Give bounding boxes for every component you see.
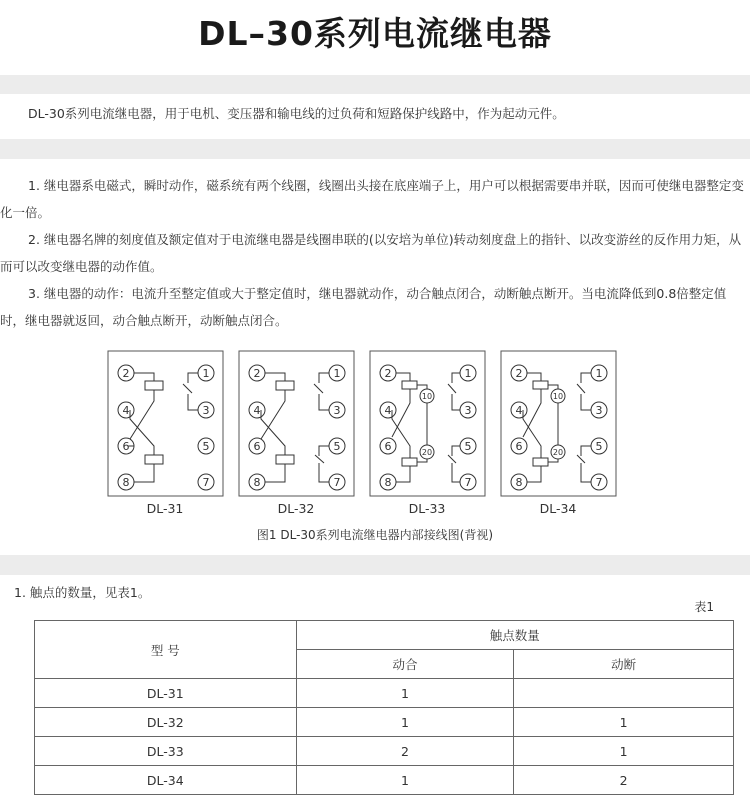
model-label: DL-31 [146, 501, 184, 516]
terminal-number: 4 [122, 404, 130, 417]
table-row [35, 766, 734, 795]
terminal-number: 2 [253, 367, 261, 380]
terminal-number: 1 [202, 367, 210, 380]
cell-no: 1 [296, 679, 514, 708]
header-contacts: 触点数量 [296, 621, 733, 650]
diagram-caption: 图1 DL-30系列电流继电器内部接线图(背视) [256, 528, 494, 542]
cell-model: DL-34 [35, 766, 297, 795]
terminal-number: 1 [595, 367, 603, 380]
table-row [35, 737, 734, 766]
resistor-label: 10 [421, 392, 433, 401]
cell-model: DL-33 [35, 737, 297, 766]
contacts-table [34, 620, 734, 795]
terminal-number: 5 [202, 440, 210, 453]
terminal-number: 1 [464, 367, 472, 380]
terminal-number: 4 [253, 404, 261, 417]
terminal-number: 8 [515, 476, 523, 489]
terminal-number: 6 [122, 440, 130, 453]
feature-list [0, 172, 750, 334]
cell-model: DL-31 [35, 679, 297, 708]
terminal-number: 4 [515, 404, 523, 417]
cell-no: 1 [296, 708, 514, 737]
table-row [35, 708, 734, 737]
terminal-number: 5 [333, 440, 341, 453]
page-title: DL–30系列电流继电器 [198, 14, 552, 53]
resistor-label: 20 [552, 448, 564, 457]
cell-nc: 1 [514, 708, 734, 737]
header-no: 动合 [296, 650, 514, 679]
terminal-number: 3 [595, 404, 603, 417]
terminal-number: 7 [333, 476, 341, 489]
section-divider [0, 555, 750, 575]
wiring-diagram [0, 345, 750, 545]
terminal-number: 8 [253, 476, 261, 489]
terminal-number: 5 [464, 440, 472, 453]
terminal-number: 1 [333, 367, 341, 380]
cell-nc: 2 [514, 766, 734, 795]
wiring-diagram-svg [0, 345, 750, 545]
table-row [35, 679, 734, 708]
header-nc: 动断 [514, 650, 734, 679]
terminal-number: 2 [122, 367, 130, 380]
terminal-number: 8 [122, 476, 130, 489]
resistor-label: 20 [421, 448, 433, 457]
terminal-number: 2 [384, 367, 392, 380]
terminal-number: 7 [202, 476, 210, 489]
terminal-number: 6 [384, 440, 392, 453]
model-label: DL-33 [408, 501, 446, 516]
terminal-number: 2 [515, 367, 523, 380]
terminal-number: 6 [515, 440, 523, 453]
intro-text: DL-30系列电流继电器，用于电机、变压器和输电线的过负荷和短路保护线路中，作为起动元件。 [28, 106, 565, 121]
cell-no: 2 [296, 737, 514, 766]
terminal-number: 5 [595, 440, 603, 453]
section-divider [0, 139, 750, 159]
terminal-number: 3 [202, 404, 210, 417]
header-model: 型 号 [35, 621, 297, 679]
cell-nc [514, 679, 734, 708]
contacts-section-heading: 1. 触点的数量，见表1。 [14, 585, 151, 600]
cell-no: 1 [296, 766, 514, 795]
feature-item: 3. 继电器的动作：电流升至整定值或大于整定值时，继电器就动作，动合触点闭合，动断触点断开。当电流降低到0.8倍整定值时，继电器就返回，动合触点断开，动断触点闭合。 [0, 286, 727, 328]
terminal-number: 4 [384, 404, 392, 417]
terminal-number: 7 [595, 476, 603, 489]
terminal-number: 6 [253, 440, 261, 453]
model-label: DL-32 [277, 501, 315, 516]
terminal-number: 3 [333, 404, 341, 417]
model-label: DL-34 [539, 501, 577, 516]
cell-model: DL-32 [35, 708, 297, 737]
section-divider [0, 75, 750, 94]
terminal-number: 3 [464, 404, 472, 417]
cell-nc: 1 [514, 737, 734, 766]
feature-item: 2. 继电器名牌的刻度值及额定值对于电流继电器是线圈串联的(以安培为单位)转动刻度盘上的指针、以改变游丝的反作用力矩，从而可以改变继电器的动作值。 [0, 232, 742, 274]
feature-item: 1. 继电器系电磁式，瞬时动作，磁系统有两个线圈，线圈出头接在底座端子上，用户可以根据需要串并联，因而可使继电器整定变化一倍。 [0, 178, 744, 220]
terminal-number: 8 [384, 476, 392, 489]
table-caption: 表1 [694, 600, 714, 614]
resistor-label: 10 [552, 392, 564, 401]
terminal-number: 7 [464, 476, 472, 489]
